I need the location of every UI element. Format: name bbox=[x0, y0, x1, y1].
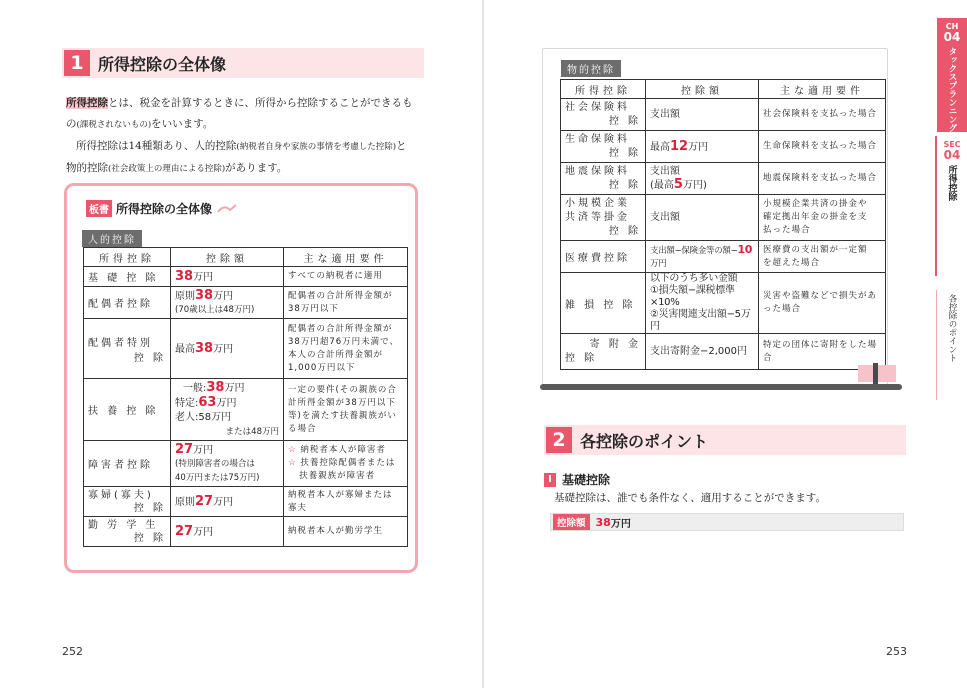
chapter-tab[interactable]: CH 04 タックスプランニング bbox=[937, 18, 967, 132]
table-header: 所得控除 控除額 主な適用要件 bbox=[84, 248, 408, 267]
board-tag: 板書 bbox=[86, 200, 112, 217]
table-row: 配偶者特別 控 除 最高38万円 配偶者の合計所得金額が 38万円超76万円未満で、 本人の合計所得金額が 1,000万円以下 bbox=[84, 319, 408, 379]
deduction-amount-bar: 控除額 38 万円 bbox=[550, 513, 904, 531]
section-title: 各控除のポイント bbox=[580, 431, 709, 451]
intro-paragraph: 所得控除とは、税金を計算するときに、所得から控除することができるも の(課税されないもの)をいいます。 所得控除は14種類あり、人的控除(納税者自身や家族の事情を考慮した控除)と 物的控除(社会政策上の理由による控除)があります。 bbox=[66, 97, 413, 174]
section-number: 1 bbox=[64, 50, 90, 76]
table-row: 雑 損 控 除 以下のうち多い金額 ①損失額−課税標準×10% ②災害関連支出額−5万円 災害や盗難などで損失があ った場合 bbox=[561, 273, 886, 334]
board-shelf bbox=[540, 384, 902, 390]
board-title bbox=[86, 200, 238, 217]
table-row: 地震保険料 控 除 支出額 (最高5万円) 地震保険料を支払った場合 bbox=[561, 163, 886, 195]
table-row: 基 礎 控 除 38万円 すべての納税者に適用 bbox=[84, 267, 408, 287]
section-title: 所得控除の全体像 bbox=[98, 54, 227, 74]
jinteki-chip: 人的控除 bbox=[82, 230, 142, 247]
table-row: 医療費控除 支出額−保険金等の額−10万円 医療費の支出額が一定額 を超えた場合 bbox=[561, 241, 886, 273]
pencil-icon bbox=[216, 202, 238, 216]
table-row: 障害者控除 27万円 (特別障害者の場合は 40万円または75万円) ☆ 納税者本人が障害者 ☆ 扶養控除配偶者または 扶養親族が障害者 bbox=[84, 441, 408, 487]
subsection-body: 基礎控除は、誰でも条件なく、適用することができます。 bbox=[554, 492, 826, 504]
section-tab[interactable]: SEC 04 所得控除 bbox=[935, 136, 967, 276]
table-header: 所得控除 控除額 主な適用要件 bbox=[561, 80, 886, 99]
topic-tab[interactable]: 各控除のポイント bbox=[936, 290, 967, 400]
star-icon: ☆ bbox=[288, 458, 297, 468]
butteki-chip: 物的控除 bbox=[561, 60, 621, 77]
table-row: 配偶者控除 原則38万円 (70歳以上は48万円) 配偶者の合計所得金額が 38万円以下 bbox=[84, 287, 408, 319]
right-page bbox=[484, 0, 967, 688]
table-row: 寡婦(寡夫) 控 除 原則27万円 納税者本人が寡婦または 寡夫 bbox=[84, 487, 408, 517]
section-1-header bbox=[62, 48, 424, 78]
table-row: 社会保険料 控 除 支出額 社会保険料を支払った場合 bbox=[561, 99, 886, 131]
page-number: 253 bbox=[886, 645, 907, 658]
table-row: 生命保険料 控 除 最高12万円 生命保険料を支払った場合 bbox=[561, 131, 886, 163]
section-number: 2 bbox=[546, 427, 572, 453]
subsection-header bbox=[544, 471, 610, 488]
chalk-icon bbox=[873, 363, 878, 384]
butteki-table bbox=[560, 79, 886, 370]
table-row: 小規模企業 共済等掛金 控 除 支出額 小規模企業共済の掛金や 確定拠出年金の掛金を支 払った場合 bbox=[561, 195, 886, 241]
jinteki-table bbox=[83, 247, 408, 547]
deduction-value: 38 bbox=[595, 515, 611, 529]
left-page bbox=[0, 0, 483, 688]
table-row: 勤 労 学 生 控 除 27万円 納税者本人が勤労学生 bbox=[84, 517, 408, 547]
deduction-tag: 控除額 bbox=[553, 514, 590, 530]
subsection-number: I bbox=[544, 473, 556, 487]
table-row: 扶 養 控 除 一般:38万円 特定:63万円 老人:58万円 または48万円 一定の要件(その親族の合 計所得金額が38万円以下 等)を満たす扶養親族がい る場合 bbox=[84, 379, 408, 441]
subsection-title: 基礎控除 bbox=[562, 473, 611, 487]
table-row: 寄 附 金 控 除 支出寄附金−2,000円 特定の団体に寄附をした場 合 bbox=[561, 334, 886, 370]
board-title-text: 所得控除の全体像 bbox=[116, 202, 213, 216]
section-2-header bbox=[544, 425, 906, 455]
term-highlight: 所得控除 bbox=[66, 97, 108, 109]
star-icon: ☆ bbox=[288, 445, 297, 455]
page-number: 252 bbox=[62, 645, 83, 658]
